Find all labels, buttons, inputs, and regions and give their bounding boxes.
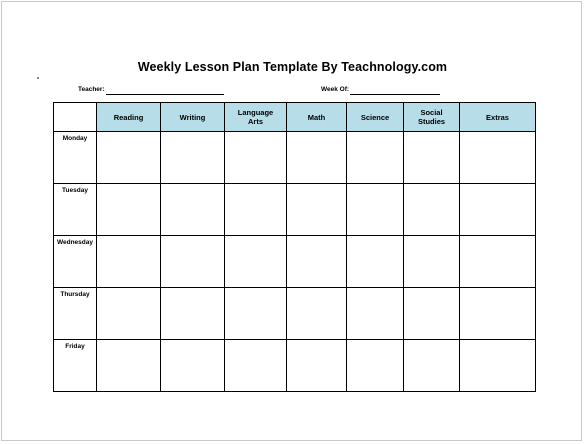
table-cell[interactable] [347,184,404,236]
table-cell[interactable] [287,132,347,184]
table-cell[interactable] [97,340,161,392]
table-cell[interactable] [161,288,225,340]
week-of-label: Week Of: [321,86,350,93]
table-cell[interactable] [287,184,347,236]
teacher-line[interactable] [106,94,224,95]
header-science: Science [347,103,404,132]
table-cell[interactable] [460,288,536,340]
table-cell[interactable] [347,236,404,288]
table-cell[interactable] [287,340,347,392]
header-writing: Writing [161,103,225,132]
table-cell[interactable] [225,132,287,184]
table-cell[interactable] [97,184,161,236]
table-row [54,288,536,340]
table-cell[interactable] [161,132,225,184]
table-cell[interactable] [287,288,347,340]
page-title: Weekly Lesson Plan Template By Teachnology.com [137,60,448,74]
table-cell[interactable] [225,184,287,236]
table-row [54,132,536,184]
table-cell[interactable] [460,184,536,236]
header-language-arts: Language Arts [225,103,287,132]
day-label-tuesday: Tuesday [54,184,97,236]
table-cell[interactable] [404,236,460,288]
day-label-thursday: Thursday [54,288,97,340]
stray-mark [37,77,39,79]
table-cell[interactable] [161,184,225,236]
table-row [54,236,536,288]
table-cell[interactable] [460,340,536,392]
table-cell[interactable] [404,340,460,392]
table-cell[interactable] [225,236,287,288]
table-cell[interactable] [161,236,225,288]
header-social-studies: Social Studies [404,103,460,132]
table-cell[interactable] [97,236,161,288]
table-cell[interactable] [404,132,460,184]
table-cell[interactable] [347,132,404,184]
table-row [54,340,536,392]
day-label-monday: Monday [54,132,97,184]
table-cell[interactable] [347,340,404,392]
week-of-line[interactable] [350,94,440,95]
table-cell[interactable] [161,340,225,392]
table-cell[interactable] [225,288,287,340]
header-row [54,103,536,132]
header-reading: Reading [97,103,161,132]
lesson-plan-table [53,102,536,392]
table-cell[interactable] [225,340,287,392]
table-cell[interactable] [287,236,347,288]
table-cell[interactable] [460,132,536,184]
header-math: Math [287,103,347,132]
header-corner [54,103,97,132]
teacher-label: Teacher: [78,86,105,93]
table-cell[interactable] [404,288,460,340]
header-extras: Extras [460,103,536,132]
table-cell[interactable] [460,236,536,288]
day-label-friday: Friday [54,340,97,392]
table-cell[interactable] [97,132,161,184]
day-label-wednesday: Wednesday [54,236,97,288]
table-cell[interactable] [404,184,460,236]
table-cell[interactable] [97,288,161,340]
table-row [54,184,536,236]
table-cell[interactable] [347,288,404,340]
